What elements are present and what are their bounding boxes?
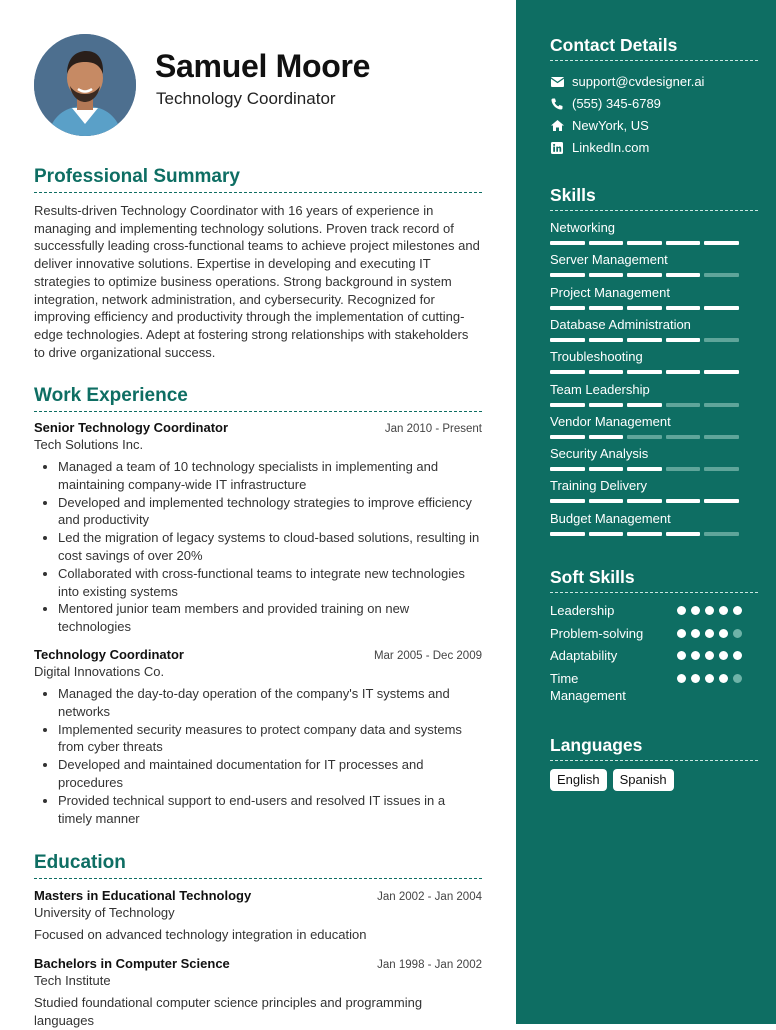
skill-level-segment xyxy=(704,435,739,439)
job-bullet: • Managed the day-to-day operation of the company's IT systems and networks xyxy=(58,685,482,721)
skill-level-segment xyxy=(704,338,739,342)
rating-dot xyxy=(705,674,714,683)
rating-dot xyxy=(677,606,686,615)
job-entry xyxy=(34,420,482,636)
skill-level-segment xyxy=(666,241,701,245)
soft-skill-rating xyxy=(677,629,742,642)
skill-level-segment xyxy=(589,306,624,310)
skill-level-segment xyxy=(550,532,585,536)
skill-level-segment xyxy=(589,467,624,471)
skill-level-segment xyxy=(550,403,585,407)
skill-item xyxy=(550,220,740,245)
rating-dot xyxy=(733,651,742,660)
rating-dot xyxy=(733,629,742,638)
skill-level-segment xyxy=(666,370,701,374)
home-icon xyxy=(550,119,564,133)
skill-name: Database Administration xyxy=(550,316,691,332)
skill-level-segment xyxy=(589,370,624,374)
skill-name: Project Management xyxy=(550,284,670,300)
skill-level-segment xyxy=(589,499,624,503)
job-title: Technology Coordinator xyxy=(34,647,184,662)
soft-skill-name: Adaptability xyxy=(550,648,618,663)
section-title-skills: Skills xyxy=(550,185,758,211)
skill-level-segment xyxy=(666,435,701,439)
skill-item xyxy=(550,446,740,471)
job-bullet: • Led the migration of legacy systems to cloud-based solutions, resulting in cost savings of over 20% xyxy=(58,529,482,565)
skill-level-segment xyxy=(550,306,585,310)
language-pill: English xyxy=(550,769,607,791)
contact-location-text: NewYork, US xyxy=(572,118,649,133)
skill-item xyxy=(550,511,740,536)
skill-level-segment xyxy=(589,338,624,342)
education-description: Focused on advanced technology integration in education xyxy=(34,927,367,942)
candidate-name: Samuel Moore xyxy=(155,48,371,84)
section-title-education: Education xyxy=(34,852,482,879)
skill-level-segment xyxy=(550,467,585,471)
skill-name: Training Delivery xyxy=(550,478,648,494)
rating-dot xyxy=(705,606,714,615)
degree-title: Masters in Educational Technology xyxy=(34,888,252,903)
education-date: Jan 2002 - Jan 2004 xyxy=(377,891,482,903)
skill-item xyxy=(550,414,740,439)
section-title-contact: Contact Details xyxy=(550,35,758,61)
skill-level-segment xyxy=(589,435,624,439)
skill-name: Budget Management xyxy=(550,510,671,526)
job-bullet: • Developed and maintained documentation for IT processes and procedures xyxy=(58,756,482,792)
skill-item xyxy=(550,478,740,503)
education-description: Studied foundational computer science principles and programming languages xyxy=(34,995,423,1028)
section-title-summary: Professional Summary xyxy=(34,166,482,193)
soft-skill-name: Leadership xyxy=(550,603,615,618)
skill-level-segment xyxy=(627,467,662,471)
education-entry xyxy=(34,888,482,944)
soft-skill-item xyxy=(550,670,742,704)
soft-skill-item xyxy=(550,647,742,664)
soft-skill-name: Problem-solving xyxy=(550,626,644,641)
job-bullet: • Managed a team of 10 technology specialists in implementing and maintaining company-wide IT infrastructure xyxy=(58,458,482,494)
rating-dot xyxy=(733,606,742,615)
rating-dot xyxy=(691,629,700,638)
skill-level-segment xyxy=(627,403,662,407)
skill-level-segment xyxy=(550,241,585,245)
skill-level-bar xyxy=(550,435,740,439)
skill-level-bar xyxy=(550,499,740,503)
soft-skill-rating xyxy=(677,606,742,619)
section-title-soft-skills: Soft Skills xyxy=(550,567,758,593)
skill-level-segment xyxy=(627,370,662,374)
contact-location xyxy=(550,118,649,133)
skill-level-segment xyxy=(704,467,739,471)
contact-email[interactable] xyxy=(550,74,704,89)
skill-level-segment xyxy=(627,241,662,245)
education-entry xyxy=(34,956,482,1030)
candidate-role: Technology Coordinator xyxy=(156,89,336,108)
skill-level-segment xyxy=(627,338,662,342)
skill-level-segment xyxy=(666,306,701,310)
degree-title: Bachelors in Computer Science xyxy=(34,956,230,971)
skill-name: Troubleshooting xyxy=(550,349,643,365)
skill-level-segment xyxy=(704,273,739,277)
skill-level-segment xyxy=(704,241,739,245)
school-name: University of Technology xyxy=(34,905,175,920)
skill-level-bar xyxy=(550,467,740,471)
rating-dot xyxy=(691,651,700,660)
job-bullet: • Developed and implemented technology strategies to improve efficiency and productivity xyxy=(58,494,482,530)
skill-name: Team Leadership xyxy=(550,381,650,397)
job-bullets xyxy=(34,685,482,827)
skill-level-segment xyxy=(704,306,739,310)
skill-level-segment xyxy=(627,532,662,536)
soft-skill-rating xyxy=(677,674,742,704)
job-company: Digital Innovations Co. xyxy=(34,664,165,679)
skill-level-segment xyxy=(550,338,585,342)
skill-item xyxy=(550,252,740,277)
rating-dot xyxy=(719,606,728,615)
job-bullet: • Mentored junior team members and provided training on new technologies xyxy=(58,600,482,636)
sidebar xyxy=(516,0,776,1024)
skill-name: Vendor Management xyxy=(550,413,671,429)
skill-level-segment xyxy=(589,532,624,536)
avatar xyxy=(34,34,136,136)
rating-dot xyxy=(677,629,686,638)
skill-level-segment xyxy=(666,403,701,407)
skill-name: Networking xyxy=(550,220,616,235)
soft-skill-rating xyxy=(677,651,742,664)
envelope-icon xyxy=(550,75,564,89)
job-bullet: • Implemented security measures to protect company data and systems from cyber threats xyxy=(58,721,482,757)
education-date: Jan 1998 - Jan 2002 xyxy=(377,959,482,971)
job-company: Tech Solutions Inc. xyxy=(34,437,144,452)
skill-level-bar xyxy=(550,241,740,245)
skill-level-segment xyxy=(666,532,701,536)
language-pill: Spanish xyxy=(613,769,674,791)
skill-level-segment xyxy=(627,499,662,503)
rating-dot xyxy=(705,651,714,660)
contact-email-text: support@cvdesigner.ai xyxy=(572,74,705,89)
skill-level-segment xyxy=(550,273,585,277)
job-entry xyxy=(34,647,482,827)
job-date: Mar 2005 - Dec 2009 xyxy=(373,650,482,662)
rating-dot xyxy=(677,651,686,660)
languages-list xyxy=(550,769,674,791)
skill-level-bar xyxy=(550,532,740,536)
skill-level-segment xyxy=(550,435,585,439)
job-date: Jan 2010 - Present xyxy=(384,423,482,435)
summary-text: Results-driven Technology Coordinator with 16 years of experience in managing and implementing technology solutions. Proven track record of successfully leading cross-functional teams to achieve project milestones and deliver innovative solutions. Expertise in developing and executing IT strategies to optimize business operations. Strong background in system integration, network administration, and cybersecurity. Recognized for improving efficiency and productivity through the implementation of cutting-edge technologies. Adept at fostering strong relationships with stakeholders to drive organizational success. xyxy=(34,203,480,360)
job-bullet: • Collaborated with cross-functional teams to integrate new technologies into existing systems xyxy=(58,565,482,601)
phone-icon xyxy=(550,97,564,111)
skill-item xyxy=(550,317,740,342)
rating-dot xyxy=(719,674,728,683)
section-title-languages: Languages xyxy=(550,735,758,761)
job-title: Senior Technology Coordinator xyxy=(34,420,229,435)
school-name: Tech Institute xyxy=(34,973,111,988)
skill-level-segment xyxy=(627,306,662,310)
soft-skill-item xyxy=(550,602,742,619)
rating-dot xyxy=(719,629,728,638)
skill-level-bar xyxy=(550,273,740,277)
skill-level-segment xyxy=(704,499,739,503)
contact-phone[interactable] xyxy=(550,96,661,111)
skill-item xyxy=(550,382,740,407)
skill-level-segment xyxy=(550,370,585,374)
rating-dot xyxy=(733,674,742,683)
rating-dot xyxy=(719,651,728,660)
rating-dot xyxy=(705,629,714,638)
soft-skill-item xyxy=(550,625,742,642)
contact-linkedin-text: LinkedIn.com xyxy=(572,140,650,155)
skill-level-segment xyxy=(589,273,624,277)
skill-level-bar xyxy=(550,370,740,374)
rating-dot xyxy=(691,674,700,683)
skill-level-segment xyxy=(666,499,701,503)
skill-level-segment xyxy=(666,338,701,342)
skill-level-segment xyxy=(704,370,739,374)
skill-level-segment xyxy=(627,435,662,439)
skill-name: Security Analysis xyxy=(550,446,649,462)
skill-level-segment xyxy=(704,532,739,536)
skill-level-bar xyxy=(550,403,740,407)
skill-level-segment xyxy=(666,467,701,471)
skill-name: Server Management xyxy=(550,252,668,268)
skill-level-bar xyxy=(550,338,740,342)
job-bullet: • Provided technical support to end-users and resolved IT issues in a timely manner xyxy=(58,792,482,828)
skill-level-segment xyxy=(666,273,701,277)
contact-linkedin[interactable] xyxy=(550,140,649,155)
section-title-experience: Work Experience xyxy=(34,385,482,412)
skill-level-segment xyxy=(704,403,739,407)
soft-skill-name: Time Management xyxy=(550,671,626,703)
rating-dot xyxy=(677,674,686,683)
skill-item xyxy=(550,285,740,310)
linkedin-icon xyxy=(550,141,564,155)
skill-level-segment xyxy=(589,403,624,407)
skill-level-segment xyxy=(550,499,585,503)
rating-dot xyxy=(691,606,700,615)
skill-item xyxy=(550,349,740,374)
skill-level-segment xyxy=(627,273,662,277)
contact-phone-text: (555) 345-6789 xyxy=(572,96,661,111)
job-bullets xyxy=(34,458,482,636)
skill-level-segment xyxy=(589,241,624,245)
skill-level-bar xyxy=(550,306,740,310)
